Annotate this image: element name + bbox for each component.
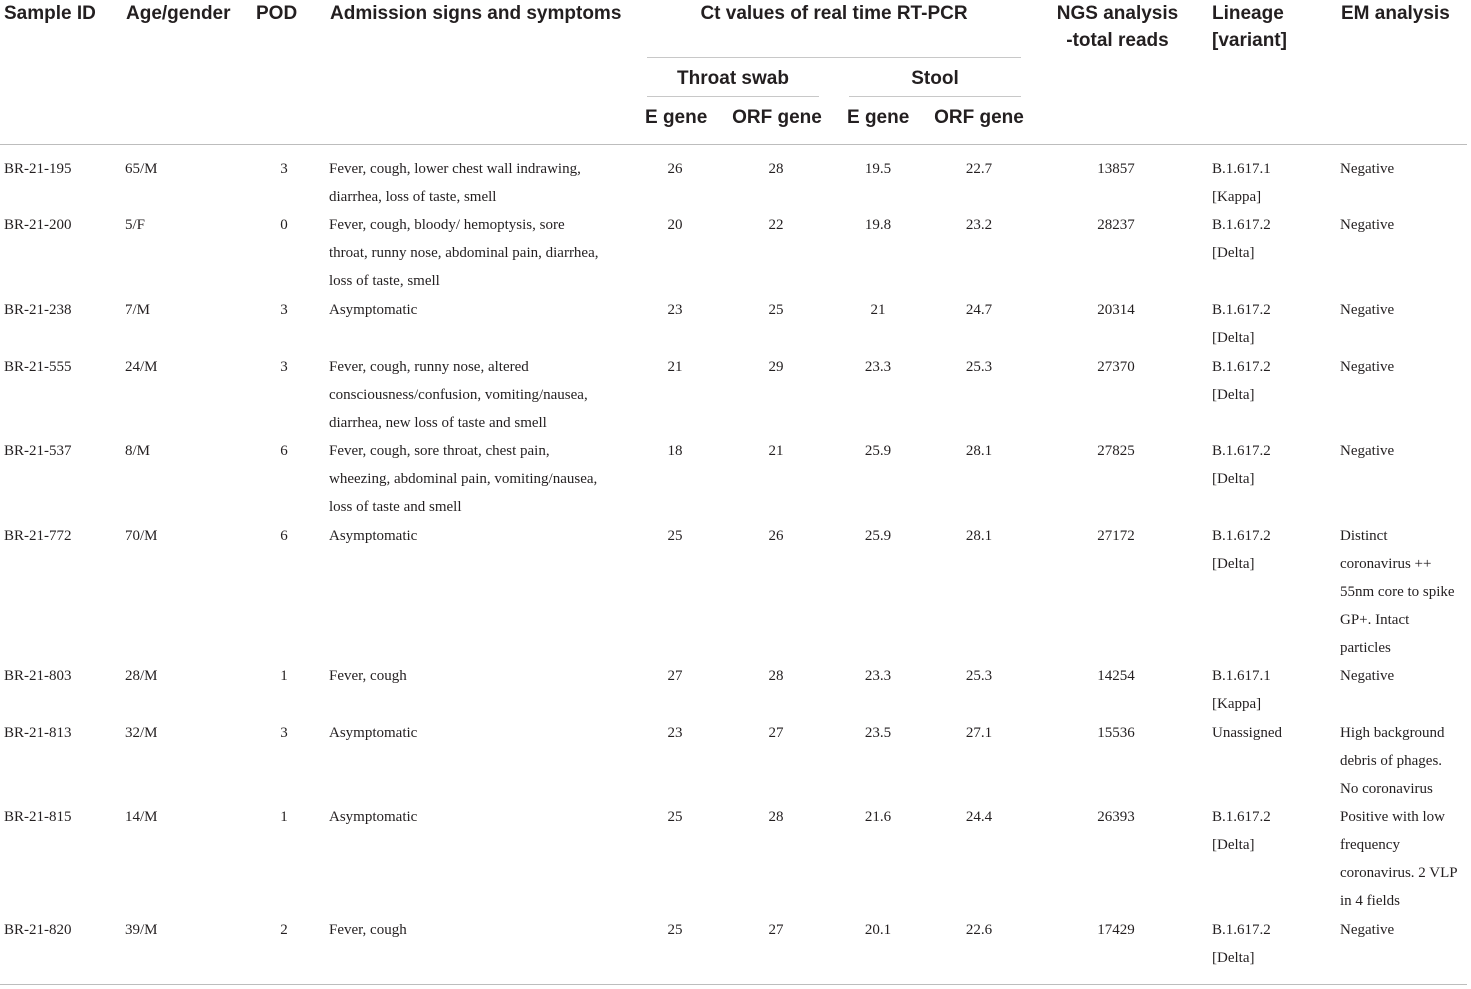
cell-ngs-total-reads: 13857 [1097, 161, 1135, 177]
cell-em-analysis-line: Negative [1340, 443, 1395, 459]
cell-symptoms-line: Asymptomatic [329, 302, 418, 318]
cell-em-analysis-line: Negative [1340, 668, 1395, 684]
cell-throat-e-gene: 18 [667, 443, 683, 459]
cell-em-analysis-line: High background [1340, 725, 1445, 741]
cell-symptoms [329, 662, 629, 690]
cell-em-analysis-line: coronavirus. 2 VLP [1340, 865, 1458, 881]
header-stool: Stool [911, 68, 959, 89]
cell-symptoms-line: Fever, cough, sore throat, chest pain, [329, 443, 550, 459]
cell-sample-id: BR-21-200 [4, 217, 72, 233]
cell-symptoms [329, 437, 629, 521]
cell-throat-e-gene: 20 [667, 217, 683, 233]
cell-throat-orf-gene: 28 [768, 809, 784, 825]
cell-stool-orf-gene: 25.3 [965, 359, 993, 375]
cell-stool-e-gene: 21.6 [864, 809, 892, 825]
cell-symptoms-line: diarrhea, loss of taste, smell [329, 189, 497, 205]
ct-group-divider [647, 57, 1021, 58]
cell-stool-e-gene: 23.5 [864, 725, 892, 741]
cell-pod: 1 [280, 809, 288, 825]
cell-throat-e-gene: 26 [667, 161, 683, 177]
cell-lineage [1212, 662, 1327, 718]
cell-throat-orf-gene: 22 [768, 217, 784, 233]
header-stool-e-gene: E gene [847, 107, 910, 128]
cell-symptoms-line: consciousness/confusion, vomiting/nausea, [329, 387, 588, 403]
header-ngs-line2: -total reads [1066, 30, 1169, 51]
cell-age-gender: 32/M [125, 725, 158, 741]
cell-throat-orf-gene: 25 [768, 302, 784, 318]
cell-symptoms [329, 211, 629, 295]
cell-sample-id: BR-21-820 [4, 922, 72, 938]
cell-age-gender: 8/M [125, 443, 151, 459]
cell-lineage-line: [Delta] [1212, 556, 1255, 572]
cell-pod: 6 [280, 528, 288, 544]
cell-throat-e-gene: 25 [667, 922, 683, 938]
cell-stool-e-gene: 21 [870, 302, 886, 318]
cell-em-analysis-line: particles [1340, 640, 1391, 656]
cell-lineage-line: B.1.617.2 [1212, 809, 1271, 825]
cell-ngs-total-reads: 17429 [1097, 922, 1135, 938]
header-em-analysis: EM analysis [1341, 3, 1450, 24]
cell-stool-e-gene: 25.9 [864, 528, 892, 544]
cell-lineage-line: B.1.617.2 [1212, 922, 1271, 938]
cell-lineage [1212, 211, 1327, 267]
cell-lineage [1212, 719, 1327, 747]
header-bottom-rule [0, 144, 1467, 145]
cell-age-gender: 28/M [125, 668, 158, 684]
cell-age-gender: 7/M [125, 302, 151, 318]
cell-em-analysis-line: frequency [1340, 837, 1400, 853]
cell-stool-orf-gene: 28.1 [965, 443, 993, 459]
cell-age-gender: 70/M [125, 528, 158, 544]
cell-symptoms-line: Fever, cough [329, 922, 407, 938]
header-throat-e-gene: E gene [645, 107, 708, 128]
cell-em-analysis-line: coronavirus ++ [1340, 556, 1432, 572]
cell-stool-orf-gene: 22.6 [965, 922, 993, 938]
cell-lineage [1212, 353, 1327, 409]
cell-symptoms-line: Fever, cough, runny nose, altered [329, 359, 529, 375]
cell-throat-e-gene: 27 [667, 668, 683, 684]
cell-throat-orf-gene: 28 [768, 668, 784, 684]
cell-lineage-line: B.1.617.2 [1212, 359, 1271, 375]
cell-lineage-line: B.1.617.2 [1212, 217, 1271, 233]
cell-symptoms-line: Fever, cough, lower chest wall indrawing, [329, 161, 581, 177]
cell-age-gender: 39/M [125, 922, 158, 938]
cell-em-analysis-line: in 4 fields [1340, 893, 1400, 909]
cell-age-gender: 65/M [125, 161, 158, 177]
cell-em-analysis-line: GP+. Intact [1340, 612, 1410, 628]
cell-stool-orf-gene: 23.2 [965, 217, 993, 233]
cell-throat-orf-gene: 21 [768, 443, 784, 459]
cell-stool-orf-gene: 28.1 [965, 528, 993, 544]
cell-lineage [1212, 803, 1327, 859]
cell-symptoms-line: loss of taste and smell [329, 499, 462, 515]
cell-symptoms [329, 916, 629, 944]
cell-throat-orf-gene: 28 [768, 161, 784, 177]
cell-em-analysis [1340, 662, 1470, 690]
cell-ngs-total-reads: 27172 [1097, 528, 1135, 544]
cell-stool-e-gene: 25.9 [864, 443, 892, 459]
cell-symptoms [329, 803, 629, 831]
cell-em-analysis-line: Negative [1340, 359, 1395, 375]
cell-throat-e-gene: 23 [667, 725, 683, 741]
cell-lineage-line: [Delta] [1212, 330, 1255, 346]
cell-stool-e-gene: 19.8 [864, 217, 892, 233]
cell-sample-id: BR-21-238 [4, 302, 72, 318]
cell-stool-e-gene: 20.1 [864, 922, 892, 938]
cell-age-gender: 24/M [125, 359, 158, 375]
cell-em-analysis-line: Negative [1340, 217, 1395, 233]
cell-lineage-line: [Kappa] [1212, 696, 1262, 712]
cell-lineage [1212, 522, 1327, 578]
cell-lineage-line: B.1.617.2 [1212, 528, 1271, 544]
cell-pod: 6 [280, 443, 288, 459]
cell-em-analysis-line: 55nm core to spike [1340, 584, 1455, 600]
cell-stool-e-gene: 23.3 [864, 359, 892, 375]
cell-ngs-total-reads: 27370 [1097, 359, 1135, 375]
cell-ngs-total-reads: 28237 [1097, 217, 1135, 233]
cell-sample-id: BR-21-537 [4, 443, 72, 459]
cell-em-analysis [1340, 353, 1470, 381]
cell-symptoms [329, 296, 629, 324]
header-ngs-line1: NGS analysis [1056, 3, 1179, 24]
cell-pod: 3 [280, 359, 288, 375]
cell-stool-orf-gene: 24.7 [965, 302, 993, 318]
cell-pod: 0 [280, 217, 288, 233]
cell-stool-orf-gene: 22.7 [965, 161, 993, 177]
cell-stool-orf-gene: 27.1 [965, 725, 993, 741]
cell-symptoms [329, 522, 629, 550]
cell-symptoms-line: Asymptomatic [329, 725, 418, 741]
cell-lineage [1212, 296, 1327, 352]
cell-sample-id: BR-21-813 [4, 725, 72, 741]
cell-lineage [1212, 155, 1327, 211]
cell-lineage-line: [Delta] [1212, 837, 1255, 853]
table-bottom-rule [0, 984, 1467, 985]
cell-em-analysis-line: No coronavirus [1340, 781, 1433, 797]
throat-swab-divider [647, 96, 819, 97]
stool-divider [849, 96, 1021, 97]
cell-symptoms [329, 353, 629, 437]
cell-throat-e-gene: 23 [667, 302, 683, 318]
cell-sample-id: BR-21-772 [4, 528, 72, 544]
cell-symptoms-line: throat, runny nose, abdominal pain, diarrhea, [329, 245, 599, 261]
cell-lineage-line: [Delta] [1212, 471, 1255, 487]
header-age-gender: Age/gender [126, 3, 231, 24]
cell-throat-orf-gene: 27 [768, 725, 784, 741]
cell-pod: 2 [280, 922, 288, 938]
header-stool-orf-gene: ORF gene [934, 107, 1024, 128]
cell-age-gender: 14/M [125, 809, 158, 825]
cell-sample-id: BR-21-555 [4, 359, 72, 375]
header-pod: POD [256, 3, 298, 24]
cell-em-analysis-line: Positive with low [1340, 809, 1446, 825]
cell-symptoms-line: Fever, cough, bloody/ hemoptysis, sore [329, 217, 565, 233]
cell-sample-id: BR-21-803 [4, 668, 72, 684]
cell-ngs-total-reads: 20314 [1097, 302, 1135, 318]
cell-em-analysis [1340, 211, 1470, 239]
cell-symptoms-line: Fever, cough [329, 668, 407, 684]
cell-age-gender: 5/F [125, 217, 146, 233]
cell-lineage-line: B.1.617.2 [1212, 302, 1271, 318]
cell-lineage-line: [Delta] [1212, 387, 1255, 403]
header-throat-orf-gene: ORF gene [732, 107, 822, 128]
header-ct-values: Ct values of real time RT-PCR [700, 3, 968, 24]
header-lineage-line1: Lineage [1212, 3, 1284, 24]
cell-stool-orf-gene: 25.3 [965, 668, 993, 684]
cell-em-analysis [1340, 437, 1470, 465]
cell-throat-e-gene: 25 [667, 809, 683, 825]
cell-em-analysis-line: Negative [1340, 302, 1395, 318]
cell-symptoms-line: wheezing, abdominal pain, vomiting/nausea, [329, 471, 598, 487]
cell-lineage-line: B.1.617.1 [1212, 668, 1271, 684]
header-lineage-line2: [variant] [1212, 30, 1287, 51]
header-throat-swab: Throat swab [677, 68, 789, 89]
cell-ngs-total-reads: 14254 [1097, 668, 1135, 684]
cell-ngs-total-reads: 27825 [1097, 443, 1135, 459]
cell-lineage-line: B.1.617.2 [1212, 443, 1271, 459]
cell-lineage-line: [Delta] [1212, 245, 1255, 261]
cell-stool-orf-gene: 24.4 [965, 809, 993, 825]
cell-throat-orf-gene: 27 [768, 922, 784, 938]
header-symptoms: Admission signs and symptoms [330, 3, 622, 24]
cell-throat-orf-gene: 26 [768, 528, 784, 544]
cell-lineage [1212, 916, 1327, 972]
cell-stool-e-gene: 23.3 [864, 668, 892, 684]
cell-pod: 3 [280, 725, 288, 741]
cell-em-analysis [1340, 522, 1470, 662]
cell-em-analysis [1340, 155, 1470, 183]
cell-symptoms [329, 155, 629, 211]
cell-throat-e-gene: 21 [667, 359, 683, 375]
cell-em-analysis [1340, 803, 1470, 915]
cell-pod: 1 [280, 668, 288, 684]
cell-stool-e-gene: 19.5 [864, 161, 892, 177]
cell-symptoms-line: Asymptomatic [329, 809, 418, 825]
cell-lineage-line: Unassigned [1212, 725, 1282, 741]
cell-ngs-total-reads: 26393 [1097, 809, 1135, 825]
cell-symptoms-line: loss of taste, smell [329, 273, 440, 289]
cell-pod: 3 [280, 161, 288, 177]
cell-em-analysis-line: Distinct [1340, 528, 1388, 544]
cell-em-analysis [1340, 296, 1470, 324]
cell-throat-e-gene: 25 [667, 528, 683, 544]
cell-em-analysis-line: Negative [1340, 922, 1395, 938]
cell-em-analysis-line: Negative [1340, 161, 1395, 177]
cell-symptoms-line: diarrhea, new loss of taste and smell [329, 415, 547, 431]
cell-em-analysis-line: debris of phages. [1340, 753, 1443, 769]
cell-sample-id: BR-21-815 [4, 809, 72, 825]
cell-throat-orf-gene: 29 [768, 359, 784, 375]
cell-pod: 3 [280, 302, 288, 318]
cell-symptoms-line: Asymptomatic [329, 528, 418, 544]
cell-sample-id: BR-21-195 [4, 161, 72, 177]
cell-lineage-line: [Kappa] [1212, 189, 1262, 205]
cell-em-analysis [1340, 916, 1470, 944]
cell-ngs-total-reads: 15536 [1097, 725, 1135, 741]
cell-lineage [1212, 437, 1327, 493]
cell-symptoms [329, 719, 629, 747]
cell-lineage-line: B.1.617.1 [1212, 161, 1271, 177]
header-sample-id: Sample ID [4, 3, 96, 24]
cell-lineage-line: [Delta] [1212, 950, 1255, 966]
cell-em-analysis [1340, 719, 1470, 803]
